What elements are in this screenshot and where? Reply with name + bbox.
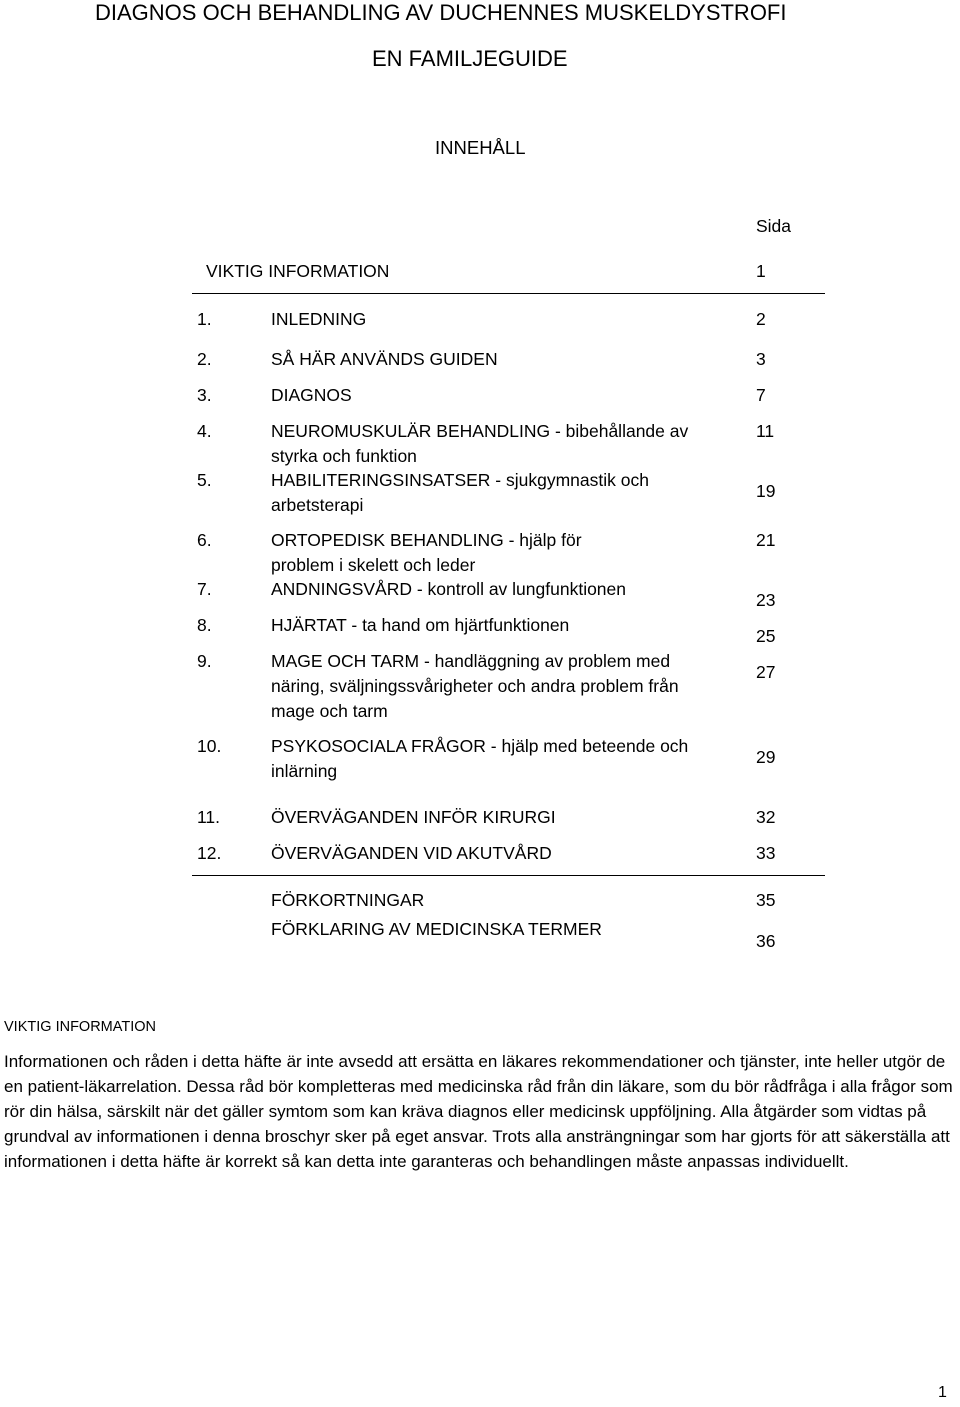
toc-entry-intro-page: 1 — [756, 261, 766, 281]
toc-chapter-number: 9. — [197, 651, 212, 671]
toc-chapter-title: MAGE OCH TARM - handläggning av problem med näring, sväljningssvårigheter och andra problem från mage och tarm — [271, 651, 679, 721]
toc-chapter-title: ÖVERVÄGANDEN VID AKUTVÅRD — [271, 843, 552, 863]
toc-chapter-number: 2. — [197, 349, 212, 369]
divider-bottom — [192, 875, 825, 876]
toc-chapter-title: INLEDNING — [271, 309, 367, 329]
toc-chapter-title: PSYKOSOCIALA FRÅGOR - hjälp med beteende och inlärning — [271, 736, 689, 781]
divider-top — [192, 293, 825, 294]
toc-chapter-page: 27 — [756, 662, 776, 682]
toc-chapter-page: 33 — [756, 843, 776, 863]
toc-chapter-page: 23 — [756, 590, 776, 610]
contents-heading: INNEHÅLL — [435, 137, 526, 158]
notice-body: Informationen och råden i detta häfte är inte avsedd att ersätta en läkares rekommendationer och tjänster, inte heller utgör de en patient-läkarrelation. Dessa råd bör kompletteras med medicinska råd från din läkare, som du bör rådfråga i alla frågor som rör din hälsa, särskilt när det gäller symtom som kan kräva diagnos eller medicinsk uppföljning. Alla åtgärder som vidtas på grundval av informationen i denna broschyr sker på eget ansvar. Trots alla ansträngningar som har gjorts för att säkerställa att informationen i detta häfte är korrekt så kan detta inte garanteras och behandlingen måste anpassas individuellt. — [4, 1052, 953, 1171]
toc-chapter-number: 11. — [197, 807, 221, 827]
page-column-heading: Sida — [756, 216, 792, 236]
toc-chapter-number: 8. — [197, 615, 212, 635]
toc-chapter-page: 2 — [756, 309, 766, 329]
toc-chapter-page: 29 — [756, 747, 776, 767]
toc-chapter-number: 1. — [197, 309, 212, 329]
toc-chapter-page: 25 — [756, 626, 776, 646]
toc-appendix-page: 35 — [756, 890, 776, 910]
toc-appendix-title: FÖRKORTNINGAR — [271, 890, 425, 910]
toc-chapter-number: 7. — [197, 579, 212, 599]
toc-chapter-number: 4. — [197, 421, 212, 441]
toc-appendix-page: 36 — [756, 931, 776, 951]
toc-chapter-page: 7 — [756, 385, 766, 405]
toc-chapter-page: 11 — [756, 421, 775, 441]
toc-chapter-number: 10. — [197, 736, 222, 756]
toc-appendix-title: FÖRKLARING AV MEDICINSKA TERMER — [271, 919, 602, 939]
toc-chapter-title: DIAGNOS — [271, 385, 352, 405]
toc-chapter-page: 19 — [756, 481, 776, 501]
toc-entry-intro-label: VIKTIG INFORMATION — [206, 261, 390, 281]
toc-chapter-number: 12. — [197, 843, 222, 863]
page-number: 1 — [938, 1384, 947, 1401]
toc-chapter-title: ANDNINGSVÅRD - kontroll av lungfunktionen — [271, 579, 627, 599]
toc-chapter-title: SÅ HÄR ANVÄNDS GUIDEN — [271, 349, 498, 369]
document-subtitle: EN FAMILJEGUIDE — [372, 46, 568, 71]
toc-chapter-page: 32 — [756, 807, 776, 827]
toc-chapter-title: ORTOPEDISK BEHANDLING - hjälp för problem i skelett och leder — [271, 530, 582, 575]
toc-chapter-title: HABILITERINGSINSATSER - sjukgymnastik och arbetsterapi — [271, 470, 649, 515]
toc-chapter-page: 21 — [756, 530, 776, 550]
notice-heading: VIKTIG INFORMATION — [4, 1019, 156, 1035]
toc-chapter-number: 3. — [197, 385, 212, 405]
toc-chapter-title: ÖVERVÄGANDEN INFÖR KIRURGI — [271, 807, 556, 827]
toc-chapter-title: HJÄRTAT - ta hand om hjärtfunktionen — [271, 615, 570, 635]
toc-chapter-number: 5. — [197, 470, 212, 490]
toc-chapter-title: NEUROMUSKULÄR BEHANDLING - bibehållande av styrka och funktion — [271, 421, 689, 466]
toc-chapter-number: 6. — [197, 530, 212, 550]
toc-chapter-page: 3 — [756, 349, 766, 369]
document-title: DIAGNOS OCH BEHANDLING AV DUCHENNES MUSKELDYSTROFI — [95, 0, 787, 25]
